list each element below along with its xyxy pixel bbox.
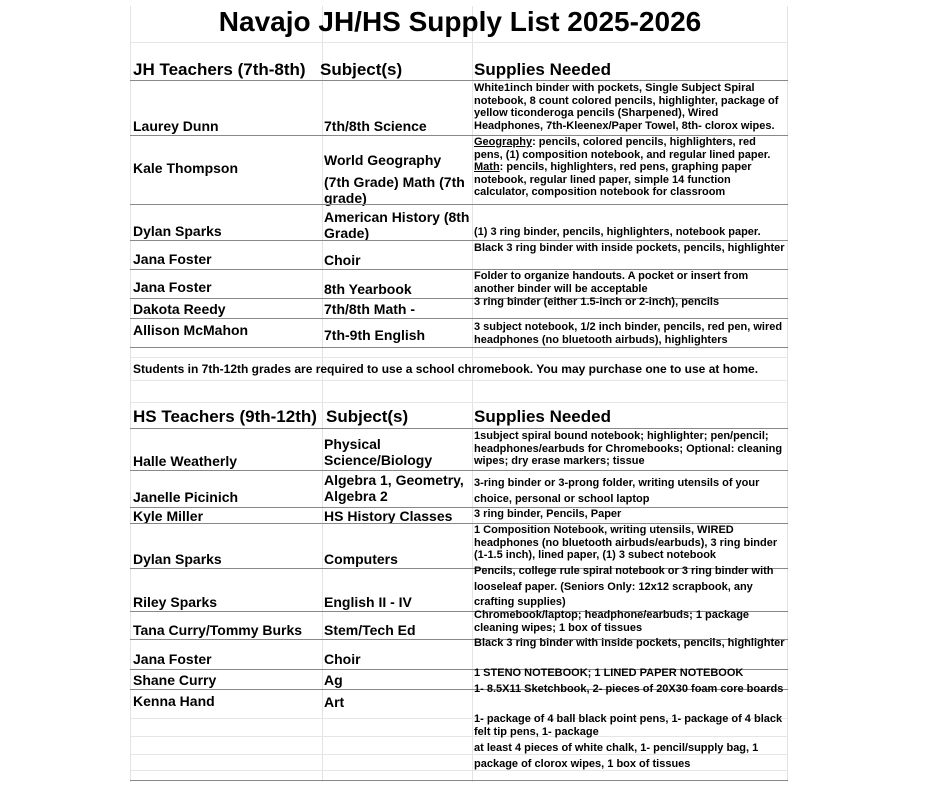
subject: Ag <box>324 672 343 688</box>
subject: 8th Yearbook <box>324 281 412 297</box>
subject: Choir <box>324 252 361 268</box>
grid-line <box>130 6 131 782</box>
subject: English II - IV <box>324 594 412 610</box>
table-bottom-border <box>130 780 788 781</box>
row-divider <box>130 204 788 205</box>
teacher-name: Halle Weatherly <box>133 453 238 469</box>
teacher-name: Dylan Sparks <box>133 551 222 567</box>
supplies <box>474 136 786 199</box>
supplies: 1- 8.5X11 Sketchbook, 2- pieces of 20X30 foam core boards <box>474 683 784 695</box>
grid-line <box>130 380 788 381</box>
supplies: 1subject spiral bound notebook; highlighter; pen/pencil; headphones/earbuds for Chromebooks; Optional: cleaning wipes; dry erase markers; tissue <box>474 430 783 467</box>
subject: 7th/8th Math - <box>324 301 415 317</box>
teacher-name: Shane Curry <box>133 672 217 688</box>
subject: HS History Classes <box>324 508 453 524</box>
jh-teacher-header: JH Teachers (7th-8th) <box>133 60 306 79</box>
subject: 7th/8th Science <box>324 118 427 134</box>
teacher-name: Jana Foster <box>133 279 212 295</box>
supplies: 3 ring binder, Pencils, Paper <box>474 508 622 520</box>
grid-line <box>130 357 788 358</box>
supplies: Black 3 ring binder with inside pockets, pencils, highlighter <box>474 637 785 649</box>
row-divider <box>130 470 788 471</box>
subject: World Geography <box>324 152 442 168</box>
teacher-name: Kyle Miller <box>133 508 204 524</box>
math-label: Math <box>474 161 500 173</box>
row-divider <box>130 428 788 429</box>
grid-line <box>787 6 788 782</box>
subject: Computers <box>324 551 398 567</box>
hs-supplies-header: Supplies Needed <box>474 407 611 426</box>
teacher-name: Allison McMahon <box>133 322 249 338</box>
row-divider <box>130 347 788 348</box>
teacher-name: Jana Foster <box>133 251 212 267</box>
subject: Physical Science/Biology <box>324 436 433 468</box>
subject: 7th-9th English <box>324 327 426 343</box>
chromebook-note: Students in 7th-12th grades are required to use a school chromebook. You may purchase one to use at home. <box>133 362 759 376</box>
grid-line <box>322 6 323 782</box>
geography-label: Geography <box>474 136 533 148</box>
teacher-name: Jana Foster <box>133 651 212 667</box>
supplies: Black 3 ring binder with inside pockets, pencils, highlighter <box>474 242 785 254</box>
supplies: Folder to organize handouts. A pocket or insert from another binder will be acceptable <box>474 270 749 295</box>
supplies: 1 STENO NOTEBOOK; 1 LINED PAPER NOTEBOOK <box>474 667 744 679</box>
supplies: White1inch binder with pockets, Single Subject Spiral notebook, 8 count colored pencils, highlighter, package of yellow ticonderoga pencils (Sharpened), Wired Headphones, 7th-Kleenex/Paper Towel, 8th- clorox wipes. <box>474 82 779 132</box>
supplies: (1) 3 ring binder, pencils, highlighters, notebook paper. <box>474 226 761 238</box>
supplies: 3 ring binder (either 1.5-inch or 2-inch), pencils <box>474 296 720 308</box>
subject: (7th Grade) Math (7th grade) <box>324 174 465 206</box>
supplies: Pencils, college rule spiral notebook or 3 ring binder with looseleaf paper. (Seniors Only: 12x12 scrapbook, any crafting supplies) <box>474 565 774 608</box>
supplies: 1 Composition Notebook, writing utensils, WIRED headphones (no bluetooth airbuds/earbuds), 3 ring binder (1-1.5 inch), lined paper, (1) 3 subect notebook <box>474 524 778 561</box>
subject: Algebra 1, Geometry, Algebra 2 <box>324 472 464 504</box>
grid-line <box>130 402 788 403</box>
page-title: Navajo JH/HS Supply List 2025-2026 <box>218 6 702 37</box>
row-divider <box>130 318 788 319</box>
teacher-name: Dakota Reedy <box>133 301 226 317</box>
subject: Choir <box>324 651 361 667</box>
supplies: Chromebook/laptop; headphone/earbuds; 1 package cleaning wipes; 1 box of tissues <box>474 609 750 634</box>
jh-supplies-header: Supplies Needed <box>474 60 611 79</box>
teacher-name: Laurey Dunn <box>133 118 219 134</box>
hs-subject-header: Subject(s) <box>326 407 409 426</box>
teacher-name: Riley Sparks <box>133 594 218 610</box>
supplies: 1- package of 4 ball black point pens, 1- package of 4 black felt tip pens, 1- package <box>474 713 783 738</box>
math-supplies: : pencils, highlighters, red pens, graphing paper notebook, regular lined paper, simple 14 function calculator, composition notebook for classroom <box>474 161 752 198</box>
subject: Art <box>324 694 345 710</box>
grid-line <box>130 42 788 43</box>
teacher-name: Kale Thompson <box>133 160 239 176</box>
subject: American History (8th Grade) <box>324 209 470 241</box>
row-divider <box>130 240 788 241</box>
teacher-name: Janelle Picinich <box>133 489 239 505</box>
supplies: 3-ring binder or 3-prong folder, writing utensils of your choice, personal or school laptop <box>474 477 760 505</box>
hs-teacher-header: HS Teachers (9th-12th) <box>133 407 317 426</box>
geography-supplies: : pencils, colored pencils, highlighters, red pens, (1) composition notebook, and regular lined paper. <box>474 136 771 161</box>
subject: Stem/Tech Ed <box>324 622 416 638</box>
teacher-name: Tana Curry/Tommy Burks <box>133 622 303 638</box>
supplies: 3 subject notebook, 1/2 inch binder, pencils, red pen, wired headphones (no bluetooth airbuds), highlighters <box>474 321 783 346</box>
jh-subject-header: Subject(s) <box>320 60 403 79</box>
teacher-name: Dylan Sparks <box>133 223 222 239</box>
teacher-name: Kenna Hand <box>133 693 215 709</box>
row-divider <box>130 80 788 81</box>
supplies: at least 4 pieces of white chalk, 1- pencil/supply bag, 1 package of clorox wipes, 1 box of tissues <box>474 742 759 770</box>
